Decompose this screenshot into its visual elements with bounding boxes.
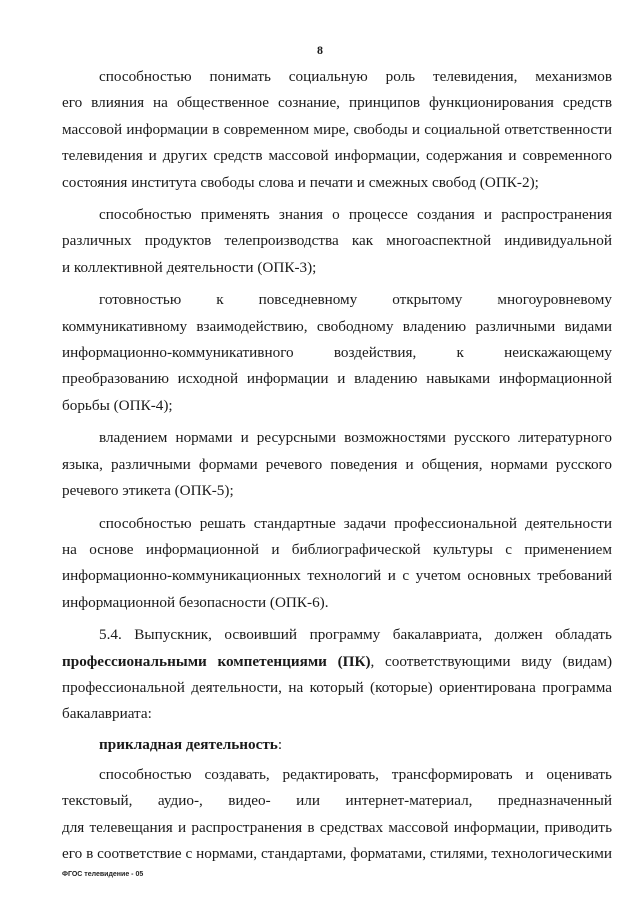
text-line: информационно-коммуникационных технологий и с учетом основных требований	[62, 567, 612, 585]
text-line: преобразованию исходной информации и владению навыками информационной	[62, 370, 612, 388]
text-fragment: , соответствующими виду (видам)	[370, 652, 612, 670]
document-footer: ФГОС телевидение - 05	[62, 871, 144, 878]
text-line: владением нормами и ресурсными возможностями русского литературного	[99, 429, 612, 447]
text-line: массовой информации в современном мире, свободы и социальной ответственности	[62, 120, 612, 138]
paragraph-pk-1	[62, 762, 612, 868]
paragraph-opk-2	[62, 64, 612, 196]
text-line: состояния института свободы слова и печати и смежных свобод (ОПК-2);	[62, 173, 539, 191]
text-line: языка, различными формами речевого поведения и общения, нормами русского	[62, 455, 612, 473]
text-line: речевого этикета (ОПК-5);	[62, 482, 234, 500]
text-line: его в соответствие с нормами, стандартами, форматами, стилями, технологическими	[62, 844, 612, 862]
text-line: профессиональной деятельности, на который (которые) ориентирована программа	[62, 678, 612, 696]
text-line: телевидения и других средств массовой информации, содержания и современного	[62, 147, 612, 165]
text-line: на основе информационной и библиографической культуры с применением	[62, 540, 612, 558]
applied-activity-heading	[99, 732, 612, 758]
section-5-4	[62, 622, 612, 728]
paragraph-opk-4	[62, 287, 612, 419]
paragraph-opk-6	[62, 511, 612, 617]
text-line: для телевещания и распространения в средствах массовой информации, приводить	[62, 818, 612, 836]
text-line: способностью решать стандартные задачи профессиональной деятельности	[99, 514, 612, 532]
text-line: текстовый, аудио-, видео- или интернет-материал, предназначенный	[62, 792, 612, 810]
pk-competencies-term: профессиональными компетенциями (ПК)	[62, 652, 371, 670]
text-line	[62, 649, 612, 675]
page-number: 8	[317, 43, 323, 57]
text-line: различных продуктов телепроизводства как многоаспектной индивидуальной	[62, 232, 612, 250]
paragraph-opk-3	[62, 202, 612, 281]
text-line: его влияния на общественное сознание, принципов функционирования средств	[62, 94, 612, 112]
text-line: и коллективной деятельности (ОПК-3);	[62, 258, 317, 276]
text-line: бакалавриата:	[62, 705, 152, 723]
page-body	[62, 64, 612, 867]
paragraph-opk-5	[62, 425, 612, 504]
applied-activity-term: прикладная деятельность	[99, 735, 278, 753]
heading-colon: :	[277, 735, 283, 753]
text-line: 5.4. Выпускник, освоивший программу бакалавриата, должен обладать	[99, 626, 612, 644]
text-line: способностью создавать, редактировать, трансформировать и оценивать	[99, 765, 612, 783]
text-line: способностью применять знания о процессе создания и распространения	[99, 206, 612, 224]
text-line: борьбы (ОПК-4);	[62, 396, 173, 414]
text-line: коммуникативному взаимодействию, свободному владению различными видами	[62, 317, 612, 335]
text-line: информационной безопасности (ОПК-6).	[62, 593, 329, 611]
text-line: готовностью к повседневному открытому многоуровневому	[99, 291, 612, 309]
text-line: информационно-коммуникативного воздействия, к неискажающему	[62, 344, 612, 362]
text-line: способностью понимать социальную роль телевидения, механизмов	[99, 68, 612, 85]
